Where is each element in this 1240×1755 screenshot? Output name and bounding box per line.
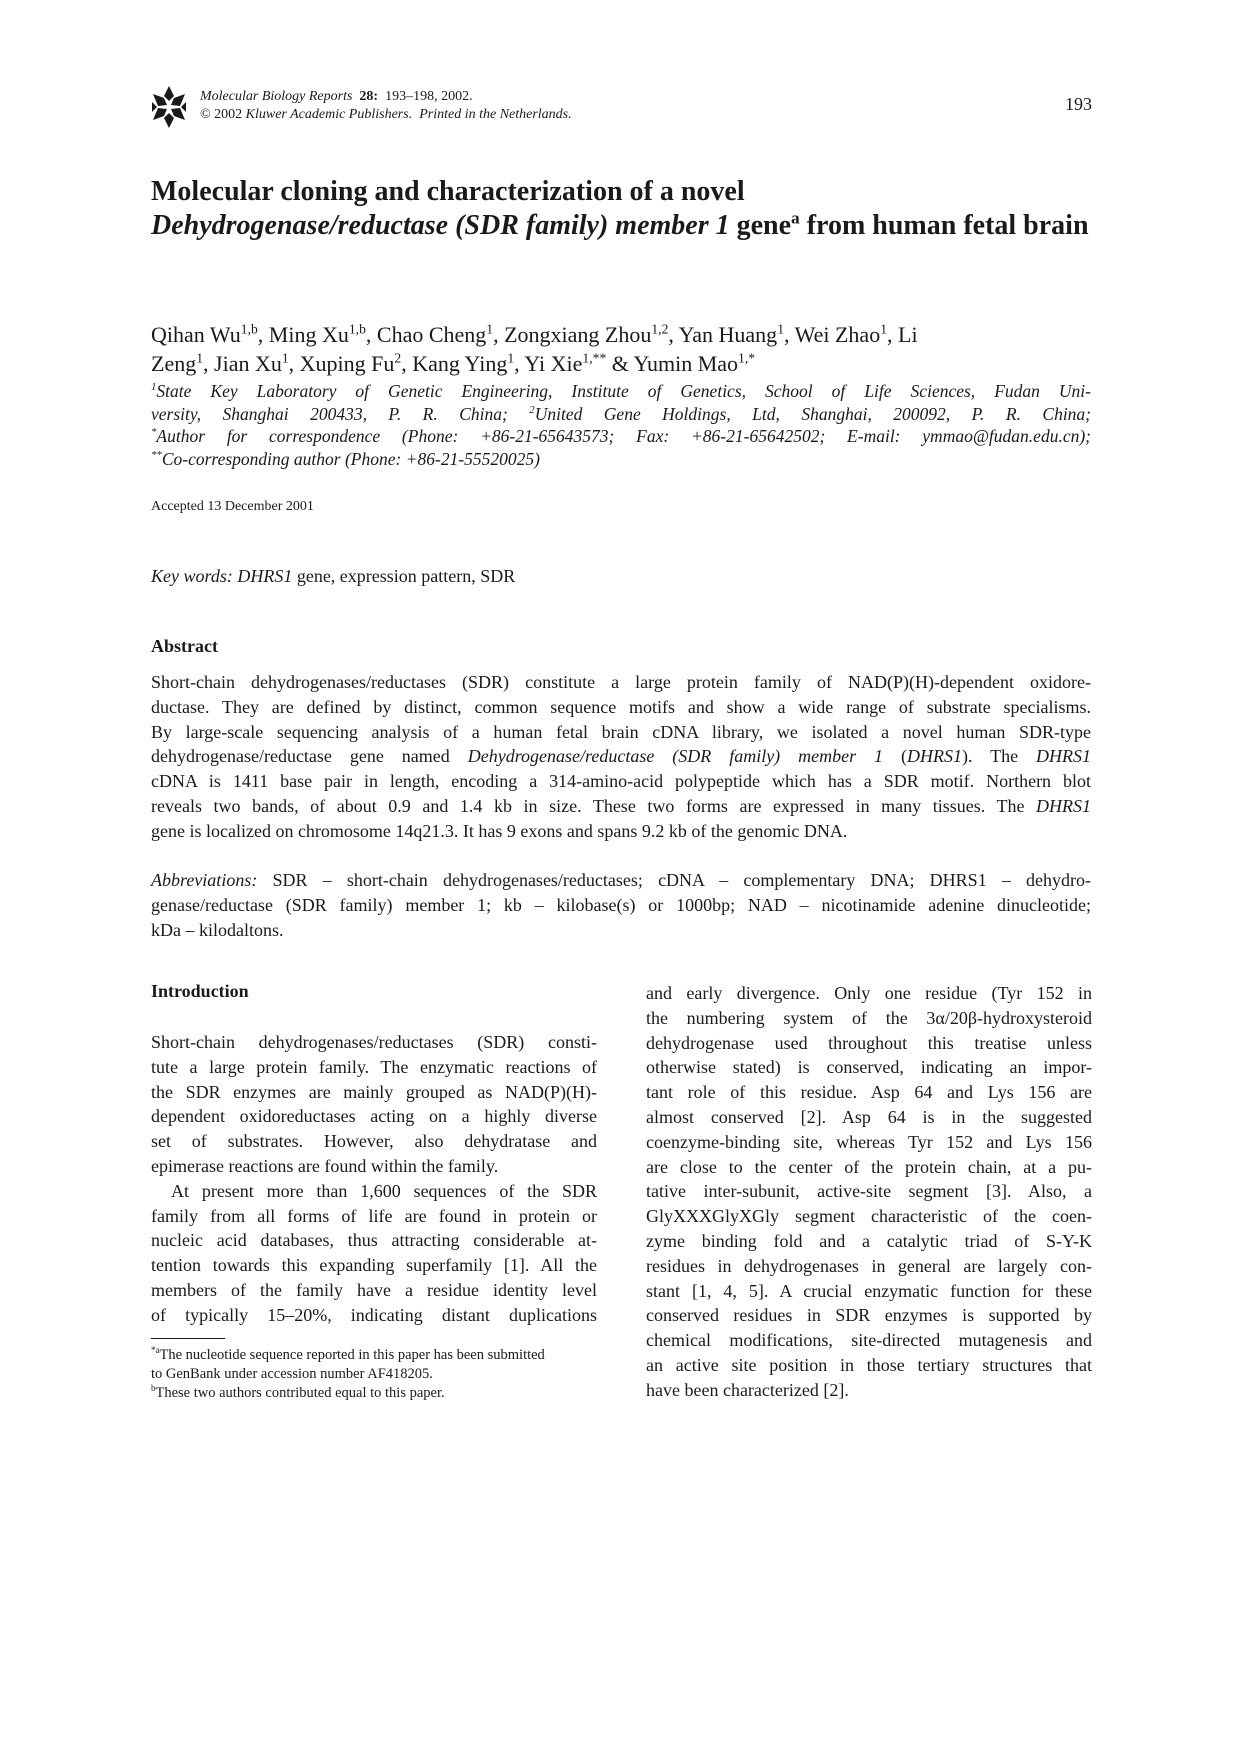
- author: Qihan Wu: [151, 322, 241, 347]
- author: Yi Xie: [524, 351, 583, 376]
- author: Xuping Fu: [299, 351, 395, 376]
- intro-line: almost conserved [2]. Asp 64 is in the suggested: [646, 1106, 1092, 1127]
- author: Zongxiang Zhou: [504, 322, 652, 347]
- author-affiliation-mark: 2: [394, 350, 402, 366]
- author-separator: ,: [288, 351, 300, 376]
- intro-line: conserved residues in SDR enzymes is supported by: [646, 1305, 1092, 1326]
- page-number: 193: [1065, 94, 1092, 114]
- author-separator: ,: [887, 322, 899, 347]
- abstract-line: reveals two bands, of about 0.9 and 1.4 kb in size. These two forms are expressed in many tissues. The DHRS1: [151, 795, 1092, 816]
- author: Jian Xu: [214, 351, 282, 376]
- author: Zeng: [151, 351, 197, 376]
- author-affiliation-mark: 1,*: [738, 350, 756, 366]
- author-list: [151, 320, 1091, 378]
- author-separator: &: [606, 351, 634, 376]
- copyright: © 2002: [200, 107, 243, 122]
- affil-line-2a: versity, Shanghai 200433, P. R. China;: [151, 403, 508, 424]
- author-affiliation-mark: 1: [486, 321, 494, 337]
- author-first-name: Li: [898, 322, 918, 347]
- intro-right-column: [646, 981, 1092, 1403]
- intro-line: members of the family have a residue identity level: [151, 1279, 597, 1300]
- abbrev-line: Abbreviations: SDR – short-chain dehydrogenases/reductases; cDNA – complementary DNA; DHRS1 – dehydro-: [151, 870, 1091, 890]
- correspondence-line: Author for correspondence (Phone: +86-21-65643573; Fax: +86-21-65642502; E-mail: ymmao@fudan.edu.cn);: [156, 426, 1091, 446]
- paper-title: [151, 175, 1091, 243]
- keyword-gene: DHRS1: [237, 566, 293, 586]
- footnote-a-cont: to GenBank under accession number AF418205.: [151, 1366, 433, 1382]
- author-affiliation-mark: 1: [196, 350, 204, 366]
- intro-line: family from all forms of life are found in protein or: [151, 1205, 597, 1226]
- title-gene-word: gene: [736, 210, 792, 241]
- abstract-line: Short-chain dehydrogenases/reductases (SDR) constitute a large protein family of NAD(P)(H)-dependent oxidore-: [151, 672, 1091, 692]
- author: Ming Xu: [268, 322, 349, 347]
- intro-line: At present more than 1,600 sequences of the SDR: [171, 1180, 597, 1201]
- printed-in: Printed in the Netherlands.: [419, 107, 572, 122]
- intro-line: are close to the center of the protein chain, at a pu-: [646, 1156, 1092, 1177]
- author-separator: ,: [493, 322, 505, 347]
- affil-line-1: State Key Laboratory of Genetic Engineering, Institute of Genetics, School of Life Sciences, Fudan Uni-: [156, 381, 1091, 401]
- author-affiliation-mark: 1: [281, 350, 289, 366]
- intro-line: set of substrates. However, also dehydratase and: [151, 1131, 597, 1152]
- intro-line: tute a large protein family. The enzymatic reactions of: [151, 1056, 597, 1077]
- intro-line: the SDR enzymes are mainly grouped as NAD(P)(H)-: [151, 1081, 597, 1102]
- author: Chao Cheng: [376, 322, 487, 347]
- journal-pages-year: 193–198, 2002.: [385, 89, 473, 104]
- abstract-heading: Abstract: [151, 636, 218, 656]
- affil-line-2b: United Gene Holdings, Ltd, Shanghai, 200092, P. R. China;: [534, 403, 1092, 424]
- author-affiliation-mark: 1: [507, 350, 515, 366]
- abstract-body: [151, 670, 1091, 844]
- accepted-date: Accepted 13 December 2001: [151, 499, 314, 514]
- author: Kang Ying: [412, 351, 508, 376]
- affil-2-mark: 2: [529, 403, 535, 416]
- footnote-rule: [151, 1338, 225, 1339]
- introduction-heading: Introduction: [151, 981, 249, 1001]
- intro-line: dependent oxidoreductases acting on a highly diverse: [151, 1106, 597, 1127]
- intro-line: nucleic acid databases, thus attracting considerable at-: [151, 1230, 597, 1251]
- abbrev-label: Abbreviations:: [151, 870, 258, 890]
- author-affiliation-mark: 1,b: [240, 321, 258, 337]
- author-affiliation-mark: 1,**: [582, 350, 607, 366]
- intro-line: residues in dehydrogenases in general are largely con-: [646, 1255, 1092, 1276]
- intro-line: an active site position in those tertiary structures that: [646, 1354, 1092, 1375]
- affiliations: [151, 380, 1091, 470]
- intro-line: chemical modifications, site-directed mutagenesis and: [646, 1330, 1092, 1351]
- affil-1-mark: 1: [151, 381, 157, 394]
- co-correspondence-line: Co-corresponding author (Phone: +86-21-55520025): [161, 448, 540, 469]
- title-gene-name: Dehydrogenase/reductase (SDR family) member 1: [151, 210, 730, 241]
- publisher: Kluwer Academic Publishers.: [245, 107, 413, 122]
- author-separator: ,: [401, 351, 413, 376]
- abbrev-line: kDa – kilodaltons.: [151, 919, 284, 940]
- author: Yan Huang: [678, 322, 778, 347]
- abstract-line: By large-scale sequencing analysis of a human fetal brain cDNA library, we isolated a novel human SDR-type: [151, 721, 1091, 742]
- author-separator: ,: [365, 322, 377, 347]
- correspondence-mark: *: [151, 426, 157, 439]
- keywords: [151, 566, 515, 587]
- intro-line: tention towards this expanding superfamily [1]. All the: [151, 1255, 597, 1276]
- title-rest: from human fetal brain: [806, 210, 1089, 241]
- author-affiliation-mark: 1: [880, 321, 888, 337]
- intro-line: of typically 15–20%, indicating distant duplications: [151, 1304, 597, 1325]
- intro-line: coenzyme-binding site, whereas Tyr 152 and Lys 156: [646, 1131, 1092, 1152]
- intro-line: and early divergence. Only one residue (Tyr 152 in: [646, 983, 1092, 1003]
- publisher-logo-icon: [150, 84, 188, 130]
- abstract-line: gene is localized on chromosome 14q21.3. It has 9 exons and spans 9.2 kb of the genomic DNA.: [151, 820, 848, 841]
- keywords-rest: gene, expression pattern, SDR: [296, 566, 516, 586]
- author-affiliation-mark: 1,b: [348, 321, 366, 337]
- intro-line: tant role of this residue. Asp 64 and Lys 156 are: [646, 1082, 1092, 1103]
- author-separator: ,: [257, 322, 269, 347]
- intro-line: epimerase reactions are found within the family.: [151, 1155, 499, 1176]
- intro-line: tative inter-subunit, active-site segment [3]. Also, a: [646, 1181, 1092, 1202]
- intro-line: have been characterized [2].: [646, 1379, 849, 1400]
- abbrev-line: genase/reductase (SDR family) member 1; kb – kilobase(s) or 1000bp; NAD – nicotinamide adenine dinucleotide;: [151, 894, 1091, 915]
- journal-name: Molecular Biology Reports: [200, 89, 353, 104]
- footnotes: [151, 1346, 597, 1403]
- intro-line: the numbering system of the 3α/20β-hydroxysteroid: [646, 1007, 1092, 1028]
- author-affiliation-mark: 1: [777, 321, 784, 337]
- author: Wei Zhao: [794, 322, 881, 347]
- footnote-a: $^{*a}$The nucleotide sequence reported in this paper has been submitted: [151, 1345, 545, 1363]
- intro-line: dehydrogenase used throughout this treatise unless: [646, 1032, 1092, 1053]
- abstract-line: dehydrogenase/reductase gene named Dehydrogenase/reductase (SDR family) member 1 (DHRS1). The DHRS1: [151, 746, 1092, 767]
- co-correspondence-mark: **: [151, 448, 162, 461]
- author: Yumin Mao: [633, 351, 739, 376]
- author-separator: ,: [203, 351, 215, 376]
- journal-volume: 28:: [359, 89, 379, 104]
- author-affiliation-mark: 1,2: [651, 321, 669, 337]
- title-line-1: Molecular cloning and characterization of a novel: [151, 176, 745, 207]
- intro-line: GlyXXXGlyXGly segment characteristic of the coen-: [646, 1206, 1092, 1227]
- intro-line: otherwise stated) is conserved, indicating an impor-: [646, 1057, 1092, 1078]
- footnote-b: $^b$These two authors contributed equal to this paper.: [151, 1383, 445, 1401]
- author-separator: ,: [784, 322, 795, 347]
- author-separator: ,: [514, 351, 525, 376]
- abstract-line: cDNA is 1411 base pair in length, encoding a 314-amino-acid polypeptide which has a SDR motif. Northern blot: [151, 771, 1091, 792]
- keywords-label: Key words:: [151, 566, 233, 586]
- abstract-line: ductase. They are defined by distinct, common sequence motifs and show a wide range of substrate specialisms.: [151, 696, 1091, 717]
- author-separator: ,: [668, 322, 679, 347]
- abbreviations: [151, 868, 1091, 942]
- intro-left-column: [151, 1030, 597, 1328]
- intro-line: stant [1, 4, 5]. A crucial enzymatic function for these: [646, 1280, 1092, 1301]
- intro-line: zyme binding fold and a catalytic triad of S-Y-K: [646, 1230, 1092, 1251]
- journal-citation: [200, 88, 572, 124]
- title-footnote-mark: a: [791, 208, 800, 228]
- intro-line: Short-chain dehydrogenases/reductases (SDR) consti-: [151, 1032, 597, 1052]
